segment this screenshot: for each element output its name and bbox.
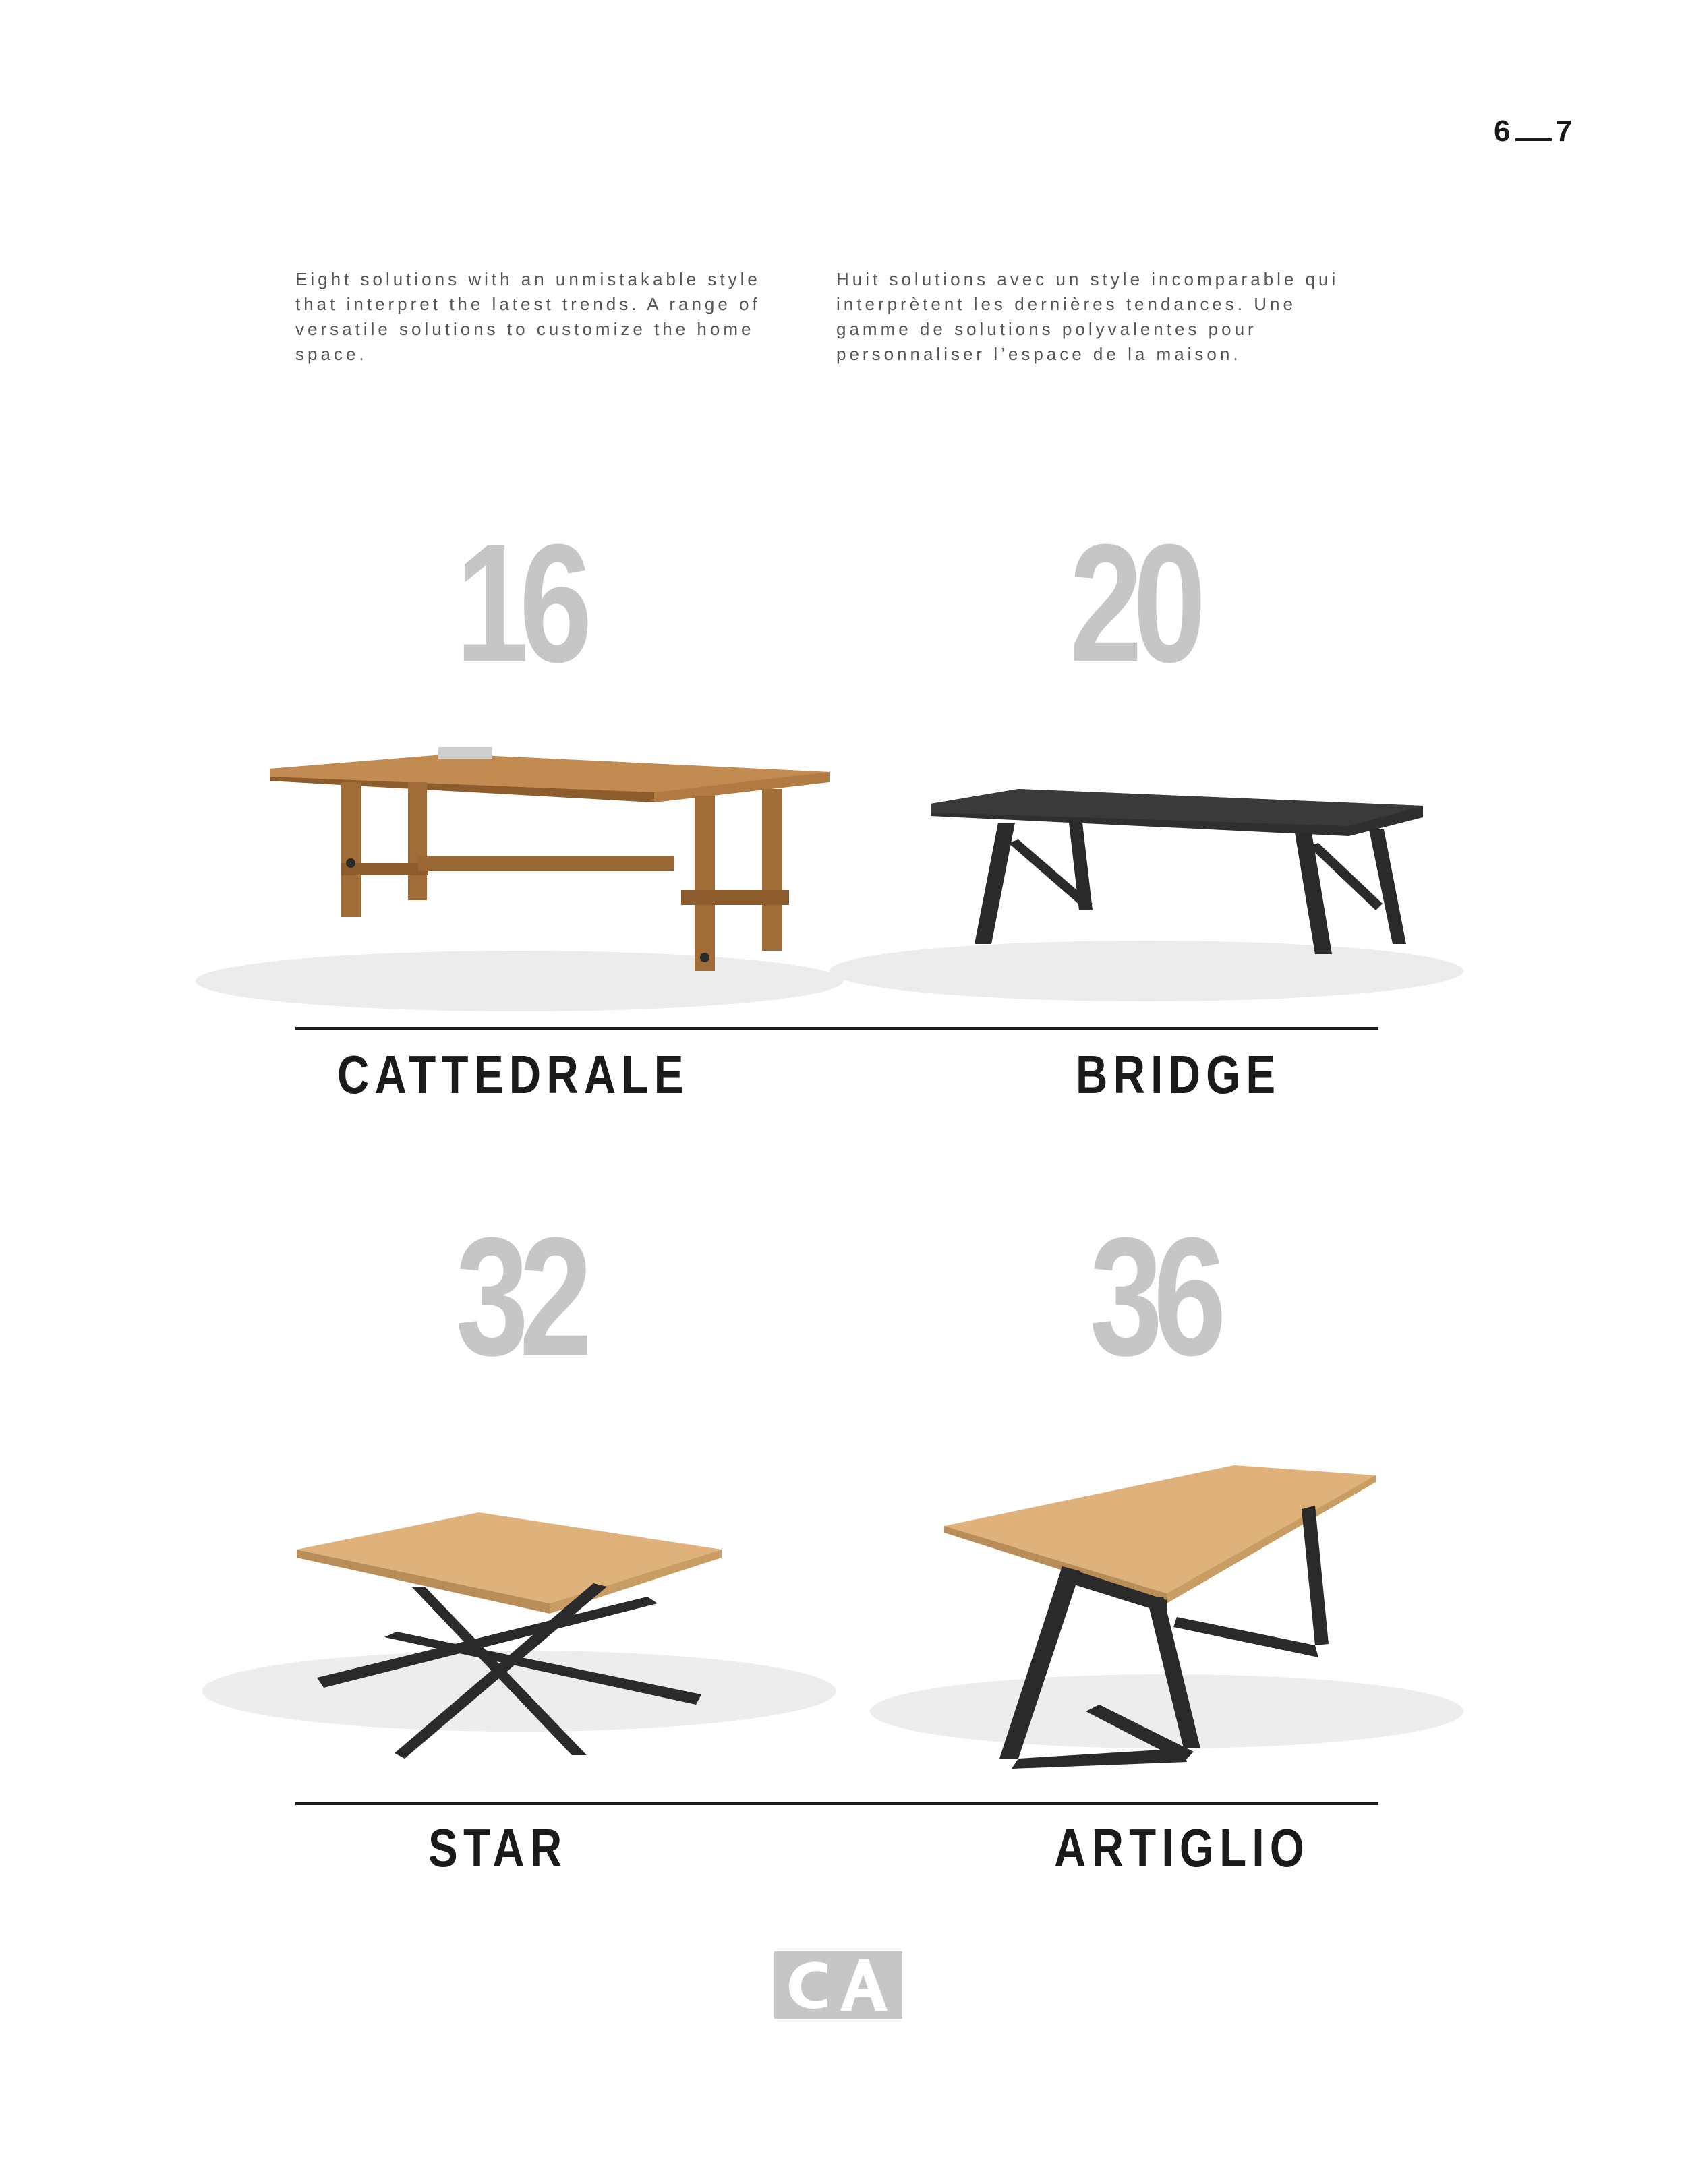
product-name-star[interactable]: STAR [428,1818,568,1878]
product-page-number: 20 [1069,509,1197,697]
brand-logo-icon [774,1951,902,2019]
product-artiglio[interactable] [816,1202,1490,1765]
product-cattedrale[interactable] [182,509,856,1072]
oak-table-crossed-legs-image [182,1394,856,1772]
intro-text-english: Eight solutions with an unmistakable style that interpret the latest trends. A range of versatile solutions to customize the home space. [295,269,761,364]
product-star[interactable] [182,1202,856,1765]
product-name-artiglio[interactable]: ARTIGLIO [1054,1818,1310,1878]
product-page-number: 32 [455,1202,583,1390]
page-number [1494,115,1573,148]
divider-rule [295,1802,1378,1805]
page-number-separator [1515,138,1552,141]
product-name-bridge[interactable]: BRIDGE [1076,1044,1281,1104]
page-number-right: 7 [1555,115,1573,148]
page-number-left: 6 [1494,115,1511,148]
wooden-trestle-table-image [182,701,856,1038]
product-page-number: 16 [455,509,583,697]
product-page-number: 36 [1089,1202,1217,1390]
intro-text-french: Huit solutions avec un style incomparable qui interprètent les dernières tendances. Une gamme de solutions polyvalentes pour personnaliser l’espace de la maison. [836,269,1339,364]
divider-rule [295,1027,1378,1030]
black-dining-table-image [796,701,1470,1038]
product-bridge[interactable] [796,509,1470,1072]
oak-table-trapezoid-legs-image [816,1394,1490,1772]
product-name-cattedrale[interactable]: CATTEDRALE [337,1044,689,1104]
